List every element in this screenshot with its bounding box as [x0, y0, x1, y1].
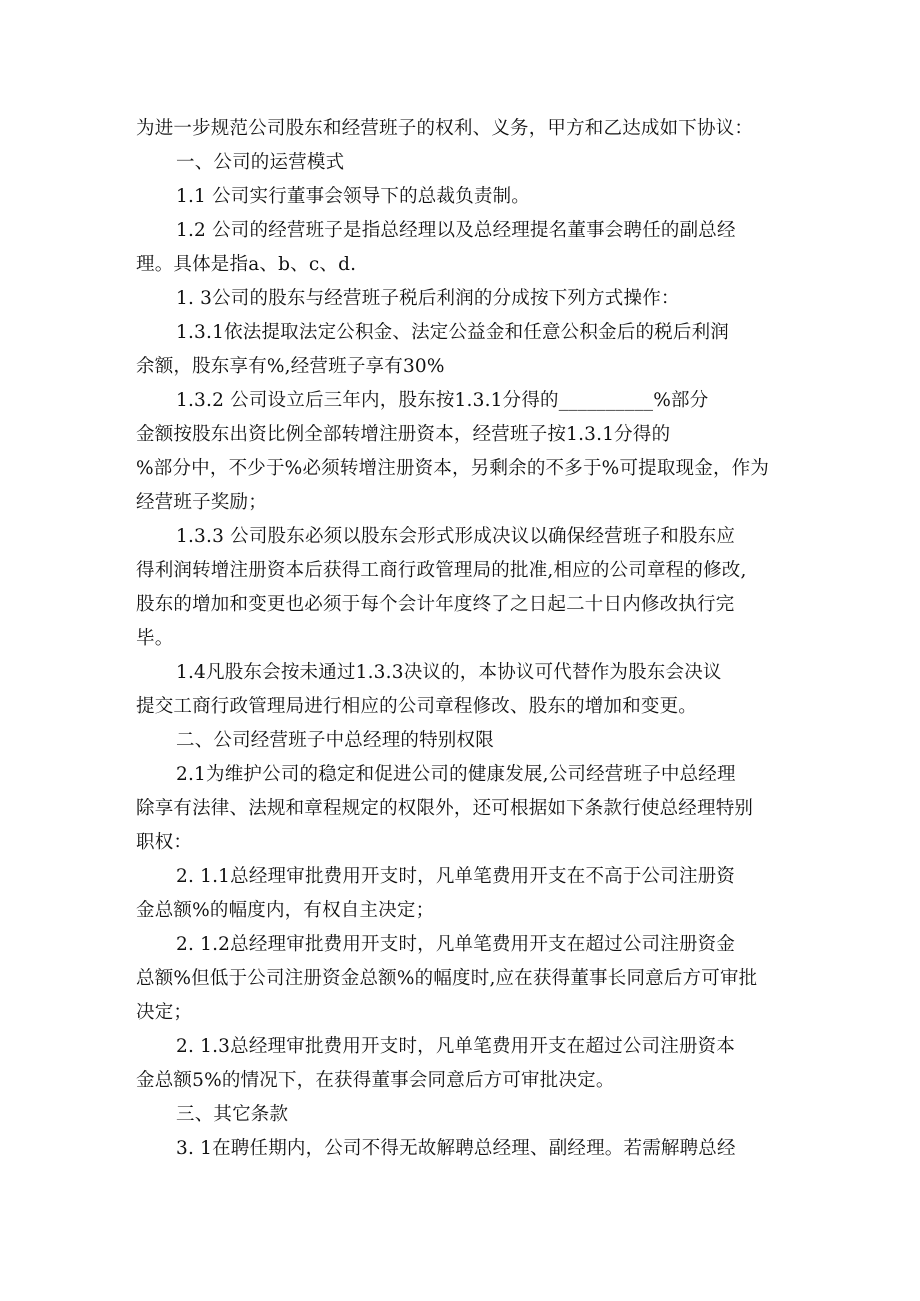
doc-line: 1.3.1依法提取法定公积金、法定公益金和任意公积金后的税后利润 — [176, 322, 729, 343]
doc-line: 决定； — [136, 1002, 193, 1023]
doc-line: 1.3.2 公司设立后三年内，股东按1.3.1分得的__________%部分 — [176, 390, 709, 411]
doc-line: %部分中，不少于%必须转增注册资本，另剩余的不多于%可提取现金，作为 — [136, 458, 770, 479]
doc-line: 为进一步规范公司股东和经营班子的权利、义务，甲方和乙达成如下协议： — [136, 118, 754, 139]
doc-line: 职权： — [136, 832, 193, 853]
doc-line: 毕。 — [136, 628, 174, 649]
doc-line: 股东的增加和变更也必须于每个会计年度终了之日起二十日内修改执行完 — [136, 594, 735, 615]
document-body — [136, 112, 796, 1166]
doc-line: 3. 1在聘任期内，公司不得无故解聘总经理、副经理。若需解聘总经 — [176, 1138, 736, 1159]
doc-line: 总额%但低于公司注册资金总额%的幅度时,应在获得董事长同意后方可审批 — [136, 968, 758, 989]
doc-line: 金总额%的幅度内，有权自主决定； — [136, 900, 435, 921]
doc-line: 得利润转增注册资本后获得工商行政管理局的批准,相应的公司章程的修改, — [136, 560, 747, 581]
section-heading: 一、公司的运营模式 — [176, 152, 345, 173]
doc-line: 1.2 公司的经营班子是指总经理以及总经理提名董事会聘任的副总经 — [176, 220, 736, 241]
doc-line: 经营班子奖励； — [136, 492, 267, 513]
doc-line: 1.1 公司实行董事会领导下的总裁负责制。 — [176, 186, 531, 207]
doc-line: 提交工商行政管理局进行相应的公司章程修改、股东的增加和变更。 — [136, 696, 698, 717]
doc-line: 余额，股东享有%,经营班子享有30% — [136, 356, 445, 377]
doc-line: 2. 1.3总经理审批费用开支时，凡单笔费用开支在超过公司注册资本 — [176, 1036, 736, 1057]
doc-line: 2. 1.2总经理审批费用开支时，凡单笔费用开支在超过公司注册资金 — [176, 934, 736, 955]
doc-line: 1.3.3 公司股东必须以股东会形式形成决议以确保经营班子和股东应 — [176, 526, 736, 547]
section-heading: 二、公司经营班子中总经理的特别权限 — [176, 730, 494, 751]
doc-line: 理。具体是指a、b、c、d. — [136, 254, 357, 275]
doc-line: 1. 3公司的股东与经营班子税后利润的分成按下列方式操作： — [176, 288, 680, 309]
section-heading: 三、其它条款 — [176, 1104, 289, 1125]
doc-line: 2. 1.1总经理审批费用开支时，凡单笔费用开支在不高于公司注册资 — [176, 866, 736, 887]
doc-line: 金额按股东出资比例全部转增注册资本，经营班子按1.3.1分得的 — [136, 424, 671, 445]
doc-line: 1.4凡股东会按未通过1.3.3决议的，本协议可代替作为股东会决议 — [176, 662, 722, 683]
doc-line: 金总额5%的情况下，在获得董事会同意后方可审批决定。 — [136, 1070, 615, 1091]
doc-line: 2.1为维护公司的稳定和促进公司的健康发展,公司经营班子中总经理 — [176, 764, 736, 785]
doc-line: 除享有法律、法规和章程规定的权限外，还可根据如下条款行使总经理特别 — [136, 798, 754, 819]
